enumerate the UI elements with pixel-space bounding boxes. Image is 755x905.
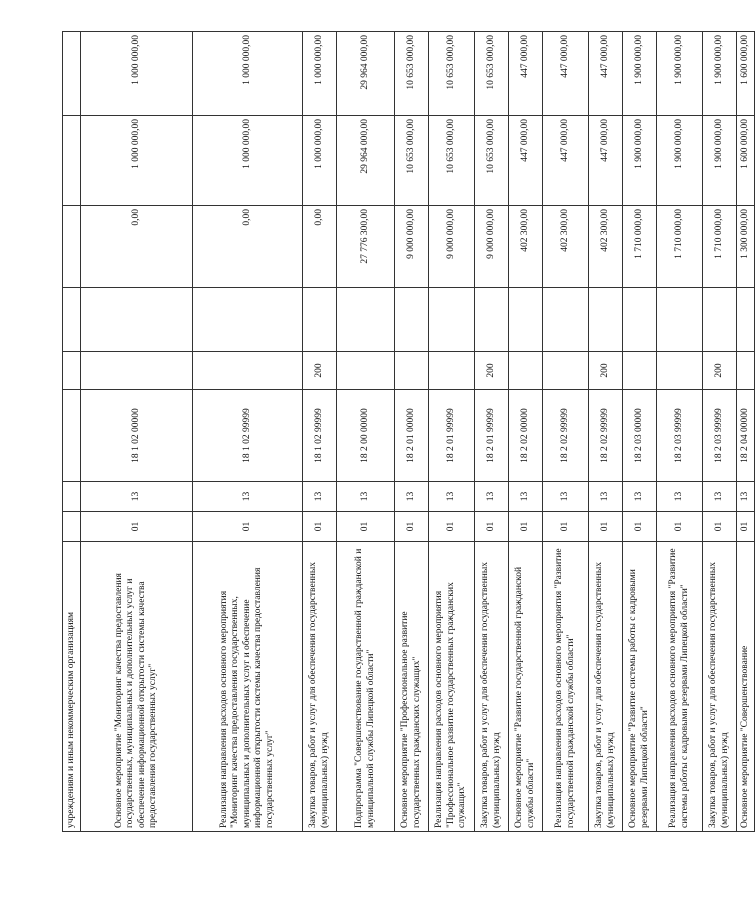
cell-amount-2: 1 710 000,00 xyxy=(623,206,657,288)
cell-expense-type xyxy=(509,352,543,390)
cell-ministry-code: 01 xyxy=(509,512,543,542)
cell-target-article: 18 2 04 00000 xyxy=(737,390,755,482)
cell-expense-type: 200 xyxy=(475,352,509,390)
cell-target-article: 18 2 03 00000 xyxy=(623,390,657,482)
cell-target-article: 18 2 01 99999 xyxy=(429,390,475,482)
cell-section-code: 13 xyxy=(589,482,623,512)
cell-amount-3: 1 600 000,00 xyxy=(737,116,755,206)
cell-amount-3: 447 000,00 xyxy=(543,116,589,206)
cell-amount-4: 1 900 000,00 xyxy=(623,32,657,116)
cell-expense-type xyxy=(337,352,395,390)
cell-expense-type xyxy=(395,352,429,390)
cell-description: Реализация направления расходов основного мероприятия "Развитие государственной гражданской службы области" xyxy=(543,542,589,832)
cell-target-article: 18 2 01 00000 xyxy=(395,390,429,482)
cell-target-article: 18 2 02 00000 xyxy=(509,390,543,482)
cell-expense-type: 200 xyxy=(303,352,337,390)
cell-ministry-code: 01 xyxy=(395,512,429,542)
cell-amount-3: 1 900 000,00 xyxy=(703,116,737,206)
cell-expense-type xyxy=(63,352,81,390)
cell-amount-1 xyxy=(63,288,81,352)
cell-target-article: 18 2 00 00000 xyxy=(337,390,395,482)
cell-ministry-code: 01 xyxy=(429,512,475,542)
cell-description: Закупка товаров, работ и услуг для обеспечения государственных (муниципальных) нужд xyxy=(475,542,509,832)
cell-amount-2: 402 300,00 xyxy=(543,206,589,288)
cell-amount-4: 10 653 000,00 xyxy=(429,32,475,116)
cell-description: Закупка товаров, работ и услуг для обеспечения государственных (муниципальных) нужд xyxy=(303,542,337,832)
cell-amount-3: 29 964 000,00 xyxy=(337,116,395,206)
cell-amount-2 xyxy=(63,206,81,288)
cell-amount-3: 1 900 000,00 xyxy=(623,116,657,206)
cell-target-article: 18 1 02 99999 xyxy=(193,390,303,482)
cell-section-code xyxy=(63,482,81,512)
cell-amount-1 xyxy=(475,288,509,352)
cell-amount-3: 1 900 000,00 xyxy=(657,116,703,206)
cell-amount-3 xyxy=(63,116,81,206)
cell-description: Реализация направления расходов основного мероприятия "Профессиональное развитие государственных гражданских служащих" xyxy=(429,542,475,832)
cell-amount-3: 10 653 000,00 xyxy=(429,116,475,206)
cell-amount-2: 0,00 xyxy=(193,206,303,288)
cell-amount-4: 447 000,00 xyxy=(589,32,623,116)
table-row xyxy=(193,32,303,832)
cell-section-code: 13 xyxy=(509,482,543,512)
cell-amount-4: 1 900 000,00 xyxy=(657,32,703,116)
cell-ministry-code: 01 xyxy=(589,512,623,542)
cell-amount-3: 10 653 000,00 xyxy=(395,116,429,206)
cell-target-article: 18 2 02 99999 xyxy=(589,390,623,482)
cell-section-code: 13 xyxy=(395,482,429,512)
cell-target-article xyxy=(63,390,81,482)
cell-amount-4: 1 900 000,00 xyxy=(703,32,737,116)
cell-amount-1 xyxy=(509,288,543,352)
cell-section-code: 13 xyxy=(337,482,395,512)
cell-amount-4: 1 000 000,00 xyxy=(303,32,337,116)
cell-description: Реализация направления расходов основного мероприятия "Мониторинг качества предоставления государственных, муниципальных и дополнительных услуг и обеспечение информационной открытости системы качества предоставления государственных услуг" xyxy=(193,542,303,832)
cell-ministry-code: 01 xyxy=(303,512,337,542)
cell-amount-2: 9 000 000,00 xyxy=(429,206,475,288)
cell-description: Основное мероприятие "Совершенствование xyxy=(737,542,755,832)
cell-amount-4: 29 964 000,00 xyxy=(337,32,395,116)
cell-section-code: 13 xyxy=(193,482,303,512)
cell-ministry-code: 01 xyxy=(81,512,193,542)
cell-section-code: 13 xyxy=(703,482,737,512)
cell-description: Реализация направления расходов основного мероприятия "Развитие системы работы с кадровыми резервами Липецкой области" xyxy=(657,542,703,832)
cell-expense-type xyxy=(193,352,303,390)
cell-description: Закупка товаров, работ и услуг для обеспечения государственных (муниципальных) нужд xyxy=(703,542,737,832)
budget-table-body xyxy=(63,32,755,832)
cell-description: Основное мероприятие "Развитие системы работы с кадровыми резервами Липецкой области" xyxy=(623,542,657,832)
cell-target-article: 18 2 02 99999 xyxy=(543,390,589,482)
cell-section-code: 13 xyxy=(737,482,755,512)
cell-target-article: 18 2 01 99999 xyxy=(475,390,509,482)
cell-expense-type xyxy=(429,352,475,390)
budget-table xyxy=(62,31,755,832)
table-row xyxy=(623,32,657,832)
cell-ministry-code: 01 xyxy=(703,512,737,542)
cell-target-article: 18 2 03 99999 xyxy=(703,390,737,482)
cell-amount-4: 447 000,00 xyxy=(543,32,589,116)
cell-amount-4: 447 000,00 xyxy=(509,32,543,116)
cell-amount-1 xyxy=(303,288,337,352)
cell-section-code: 13 xyxy=(81,482,193,512)
table-row xyxy=(589,32,623,832)
cell-amount-1 xyxy=(81,288,193,352)
cell-amount-1 xyxy=(737,288,755,352)
cell-amount-1 xyxy=(623,288,657,352)
cell-amount-1 xyxy=(589,288,623,352)
table-row xyxy=(737,32,755,832)
cell-amount-2: 27 776 300,00 xyxy=(337,206,395,288)
cell-amount-2: 0,00 xyxy=(81,206,193,288)
cell-expense-type xyxy=(623,352,657,390)
cell-section-code: 13 xyxy=(303,482,337,512)
table-row xyxy=(543,32,589,832)
cell-ministry-code: 01 xyxy=(737,512,755,542)
cell-amount-3: 1 000 000,00 xyxy=(81,116,193,206)
cell-amount-2: 402 300,00 xyxy=(509,206,543,288)
cell-amount-3: 1 000 000,00 xyxy=(193,116,303,206)
cell-section-code: 13 xyxy=(657,482,703,512)
rotated-page xyxy=(62,32,750,832)
cell-expense-type xyxy=(81,352,193,390)
cell-section-code: 13 xyxy=(429,482,475,512)
cell-amount-1 xyxy=(657,288,703,352)
table-row xyxy=(657,32,703,832)
cell-amount-3: 10 653 000,00 xyxy=(475,116,509,206)
cell-amount-1 xyxy=(429,288,475,352)
cell-amount-3: 447 000,00 xyxy=(509,116,543,206)
cell-amount-2: 0,00 xyxy=(303,206,337,288)
cell-expense-type xyxy=(737,352,755,390)
cell-expense-type: 200 xyxy=(589,352,623,390)
table-row xyxy=(509,32,543,832)
cell-amount-1 xyxy=(543,288,589,352)
cell-ministry-code: 01 xyxy=(475,512,509,542)
cell-ministry-code: 01 xyxy=(623,512,657,542)
cell-ministry-code: 01 xyxy=(337,512,395,542)
cell-ministry-code: 01 xyxy=(543,512,589,542)
cell-description: учреждениям и иным некоммерческим организациям xyxy=(63,542,81,832)
cell-ministry-code xyxy=(63,512,81,542)
cell-amount-2: 1 710 000,00 xyxy=(703,206,737,288)
table-row xyxy=(703,32,737,832)
cell-amount-4: 10 653 000,00 xyxy=(395,32,429,116)
cell-target-article: 18 1 02 00000 xyxy=(81,390,193,482)
cell-section-code: 13 xyxy=(543,482,589,512)
cell-amount-2: 9 000 000,00 xyxy=(395,206,429,288)
cell-target-article: 18 1 02 99999 xyxy=(303,390,337,482)
cell-amount-1 xyxy=(193,288,303,352)
cell-amount-2: 9 000 000,00 xyxy=(475,206,509,288)
cell-section-code: 13 xyxy=(623,482,657,512)
table-row xyxy=(475,32,509,832)
cell-description: Подпрограмма "Совершенствование государственной гражданской и муниципальной службы Липецкой области" xyxy=(337,542,395,832)
cell-target-article: 18 2 03 99999 xyxy=(657,390,703,482)
cell-amount-4: 1 000 000,00 xyxy=(81,32,193,116)
cell-amount-2: 1 300 000,00 xyxy=(737,206,755,288)
cell-ministry-code: 01 xyxy=(657,512,703,542)
table-row xyxy=(63,32,81,832)
cell-expense-type xyxy=(657,352,703,390)
cell-amount-2: 402 300,00 xyxy=(589,206,623,288)
cell-amount-4: 1 000 000,00 xyxy=(193,32,303,116)
cell-description: Закупка товаров, работ и услуг для обеспечения государственных (муниципальных) нужд xyxy=(589,542,623,832)
cell-expense-type: 200 xyxy=(703,352,737,390)
cell-description: Основное мероприятие "Мониторинг качества предоставления государственных, муниципальных и дополнительных услуг и обеспечение информационной открытости системы качества предоставления государственных услуг" xyxy=(81,542,193,832)
cell-description: Основное мероприятие "Профессиональное развитие государственных гражданских служащих" xyxy=(395,542,429,832)
cell-expense-type xyxy=(543,352,589,390)
table-row xyxy=(337,32,395,832)
cell-description: Основное мероприятие "Развитие государственной гражданской службы области" xyxy=(509,542,543,832)
cell-amount-4: 1 600 000,00 xyxy=(737,32,755,116)
table-row xyxy=(395,32,429,832)
cell-amount-1 xyxy=(395,288,429,352)
cell-amount-1 xyxy=(703,288,737,352)
cell-amount-2: 1 710 000,00 xyxy=(657,206,703,288)
table-row xyxy=(303,32,337,832)
table-row xyxy=(429,32,475,832)
table-row xyxy=(81,32,193,832)
cell-section-code: 13 xyxy=(475,482,509,512)
cell-amount-4: 10 653 000,00 xyxy=(475,32,509,116)
cell-amount-3: 1 000 000,00 xyxy=(303,116,337,206)
cell-amount-1 xyxy=(337,288,395,352)
cell-amount-3: 447 000,00 xyxy=(589,116,623,206)
cell-amount-4 xyxy=(63,32,81,116)
cell-ministry-code: 01 xyxy=(193,512,303,542)
